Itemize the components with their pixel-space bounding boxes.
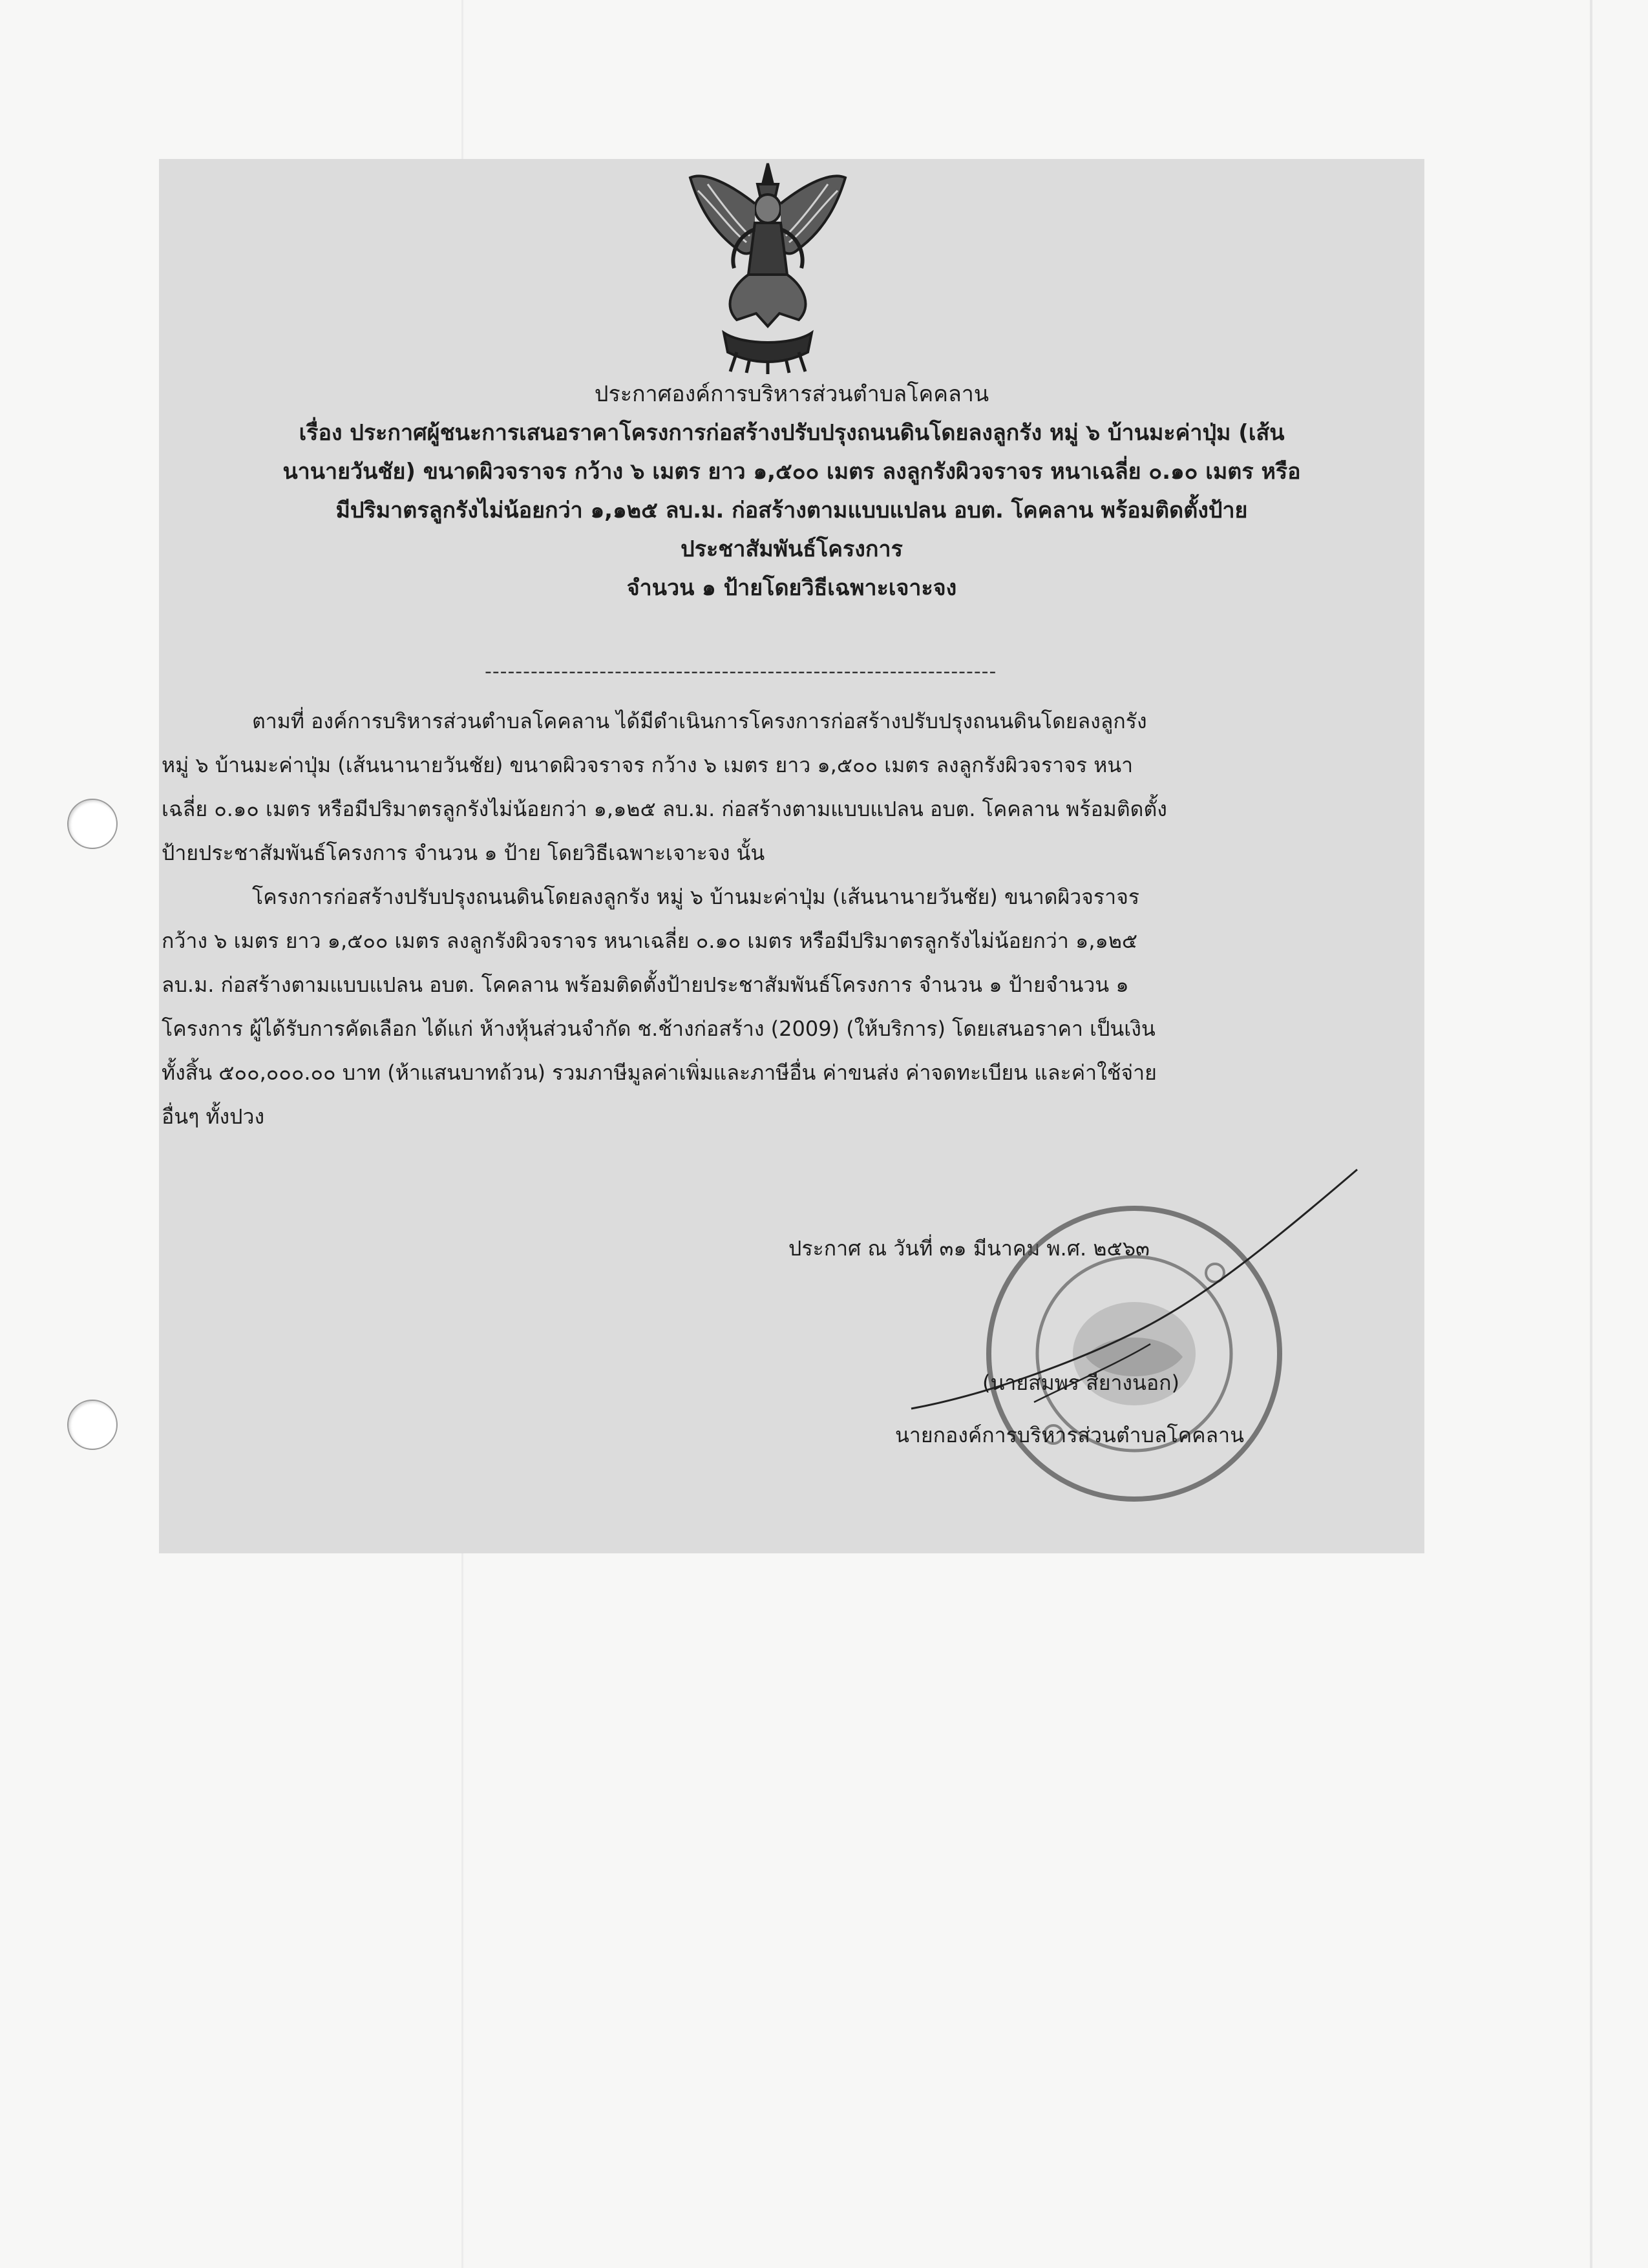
page-fold-line xyxy=(1590,0,1592,2268)
paragraph-line: เฉลี่ย ๐.๑๐ เมตร หรือมีปริมาตรลูกรังไม่น้อยกว่า ๑,๑๒๕ ลบ.ม. ก่อสร้างตามแบบแปลน อบต. โคคลาน พร้อมติดตั้ง xyxy=(162,797,1167,821)
signer-name: (นายสมพร สียางนอก) xyxy=(982,1370,1179,1395)
paragraph-line: ทั้งสิ้น ๕๐๐,๐๐๐.๐๐ บาท (ห้าแสนบาทถ้วน) รวมภาษีมูลค่าเพิ่มและภาษีอื่น ค่าขนส่ง ค่าจดทะเบียน และค่าใช้จ่าย xyxy=(162,1060,1157,1085)
paragraph-line: ตามที่ องค์การบริหารส่วนตำบลโคคลาน ได้มีดำเนินการโครงการก่อสร้างปรับปรุงถนนดินโดยลงลูกรัง xyxy=(252,709,1147,733)
garuda-emblem-icon xyxy=(685,158,850,375)
subject-line: ประชาสัมพันธ์โครงการ xyxy=(681,536,903,562)
paragraph-line: หมู่ ๖ บ้านมะค่าปุ่ม (เส้นนานายวันชัย) ขนาดผิวจราจร กว้าง ๖ เมตร ยาว ๑,๕๐๐ เมตร ลงลูกรังผิวจราจร หนา xyxy=(162,753,1134,777)
paragraph-line: โครงการ ผู้ได้รับการคัดเลือก ได้แก่ ห้างหุ้นส่วนจำกัด ช.ช้างก่อสร้าง (2009) (ให้บริการ) โดยเสนอราคา เป็นเงิน xyxy=(162,1016,1156,1041)
punch-hole xyxy=(67,799,118,849)
subject-line: มีปริมาตรลูกรังไม่น้อยกว่า ๑,๑๒๕ ลบ.ม. ก่อสร้างตามแบบแปลน อบต. โคคลาน พร้อมติดตั้งป้าย xyxy=(335,498,1248,523)
announcement-body xyxy=(162,699,1415,1139)
paragraph-line: ลบ.ม. ก่อสร้างตามแบบแปลน อบต. โคคลาน พร้อมติดตั้งป้ายประชาสัมพันธ์โครงการ จำนวน ๑ ป้ายจำนวน ๑ xyxy=(162,972,1129,997)
signer-title: นายกองค์การบริหารส่วนตำบลโคคลาน xyxy=(895,1423,1244,1447)
subject-line: เรื่อง ประกาศผู้ชนะการเสนอราคาโครงการก่อสร้างปรับปรุงถนนดินโดยลงลูกรัง หมู่ ๖ บ้านมะค่าปุ่ม (เส้น xyxy=(299,420,1285,446)
paragraph-line: กว้าง ๖ เมตร ยาว ๑,๕๐๐ เมตร ลงลูกรังผิวจราจร หนาเฉลี่ย ๐.๑๐ เมตร หรือมีปริมาตรลูกรังไม่น้อยกว่า ๑,๑๒๕ xyxy=(162,929,1138,953)
announcement-date: ประกาศ ณ วันที่ ๓๑ มีนาคม พ.ศ. ๒๕๖๓ xyxy=(788,1236,1150,1261)
dashed-divider: ------------------------------------------------------------------- xyxy=(485,660,997,683)
paragraph-line: อื่นๆ ทั้งปวง xyxy=(162,1104,265,1129)
issuing-organization: ประกาศองค์การบริหารส่วนตำบลโคคลาน xyxy=(594,381,989,407)
announcement-title-block xyxy=(162,375,1422,607)
subject-line: นานายวันชัย) ขนาดผิวจราจร กว้าง ๖ เมตร ยาว ๑,๕๐๐ เมตร ลงลูกรังผิวจราจร หนาเฉลี่ย ๐.๑๐ เมตร หรือ xyxy=(282,459,1301,485)
paragraph-line: โครงการก่อสร้างปรับปรุงถนนดินโดยลงลูกรัง หมู่ ๖ บ้านมะค่าปุ่ม (เส้นนานายวันชัย) ขนาดผิวจราจร xyxy=(252,885,1140,909)
subject-line: จำนวน ๑ ป้ายโดยวิธีเฉพาะเจาะจง xyxy=(626,575,957,601)
punch-hole xyxy=(67,1400,118,1450)
paragraph-line: ป้ายประชาสัมพันธ์โครงการ จำนวน ๑ ป้าย โดยวิธีเฉพาะเจาะจง นั้น xyxy=(162,841,765,865)
